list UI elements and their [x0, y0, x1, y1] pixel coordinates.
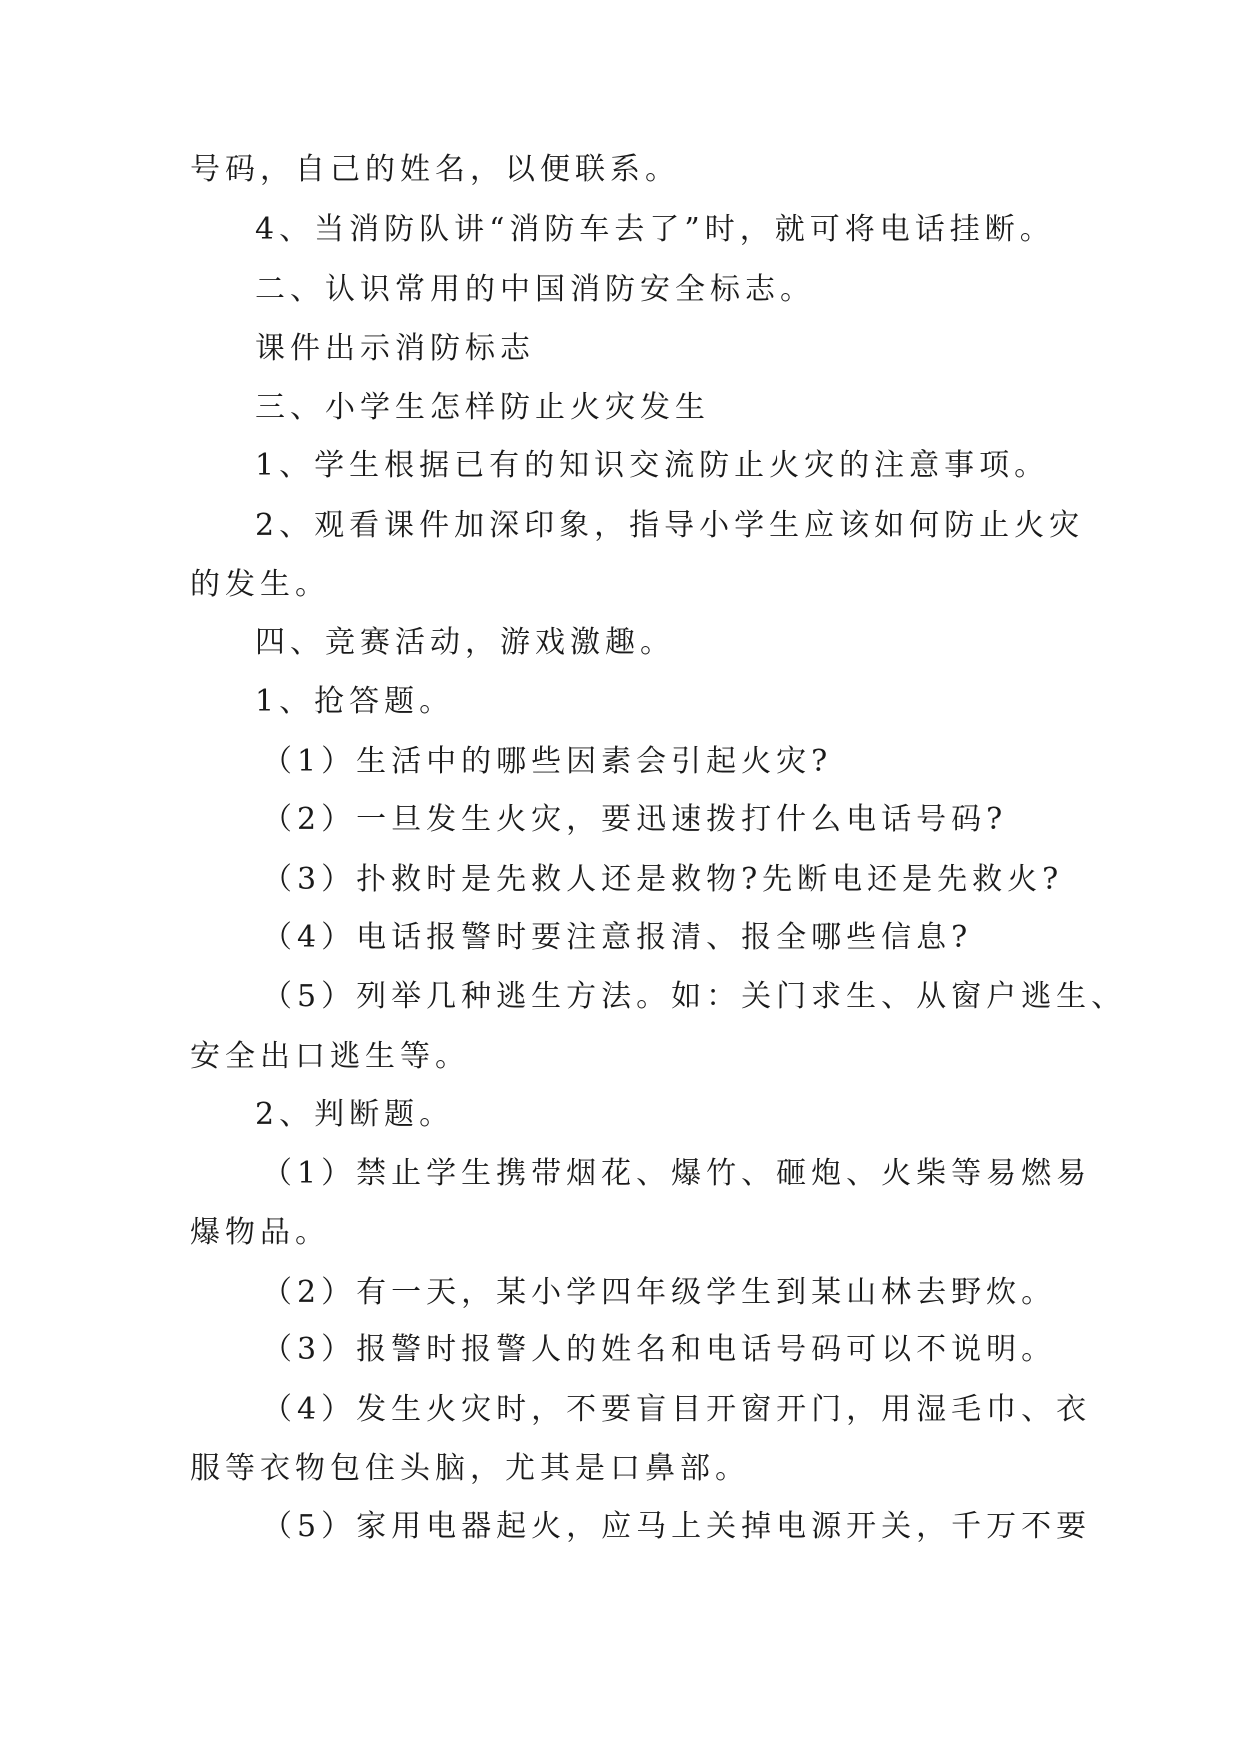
question-item: （3）报警时报警人的姓名和电话号码可以不说明。 — [262, 1332, 1057, 1367]
text-line: 服等衣物包住头脑，尤其是口鼻部。 — [190, 1451, 750, 1486]
section-heading: 三、小学生怎样防止火灾发生 — [255, 390, 710, 425]
section-heading: 四、竞赛活动，游戏激趣。 — [255, 625, 675, 660]
question-item: （1）生活中的哪些因素会引起火灾? — [262, 744, 833, 779]
section-heading: 二、认识常用的中国消防安全标志。 — [255, 272, 815, 307]
question-item: （4）电话报警时要注意报清、报全哪些信息? — [262, 920, 973, 955]
text-line: 4、当消防队讲“消防车去了”时，就可将电话挂断。 — [255, 212, 1055, 247]
text-line: 课件出示消防标志 — [255, 331, 535, 366]
text-line: 安全出口逃生等。 — [190, 1039, 470, 1074]
question-item: （5）列举几种逃生方法。如：关门求生、从窗户逃生、 — [262, 979, 1127, 1014]
text-line: 1、学生根据已有的知识交流防止火灾的注意事项。 — [255, 448, 1050, 483]
text-line: 2、判断题。 — [255, 1097, 455, 1132]
question-item: （3）扑救时是先救人还是救物?先断电还是先救火? — [262, 862, 1064, 897]
text-line: 的发生。 — [190, 567, 330, 602]
text-line: 爆物品。 — [190, 1215, 330, 1250]
question-item: （1）禁止学生携带烟花、爆竹、砸炮、火柴等易燃易 — [262, 1156, 1092, 1191]
text-line: 2、观看课件加深印象，指导小学生应该如何防止火灾 — [255, 508, 1085, 543]
question-item: （5）家用电器起火，应马上关掉电源开关，千万不要 — [262, 1509, 1092, 1544]
text-line: 1、抢答题。 — [255, 684, 455, 719]
text-line: 号码，自己的姓名，以便联系。 — [190, 152, 680, 187]
question-item: （2）有一天，某小学四年级学生到某山林去野炊。 — [262, 1275, 1057, 1310]
question-item: （4）发生火灾时，不要盲目开窗开门，用湿毛巾、衣 — [262, 1392, 1092, 1427]
question-item: （2）一旦发生火灾，要迅速拨打什么电话号码? — [262, 802, 1008, 837]
